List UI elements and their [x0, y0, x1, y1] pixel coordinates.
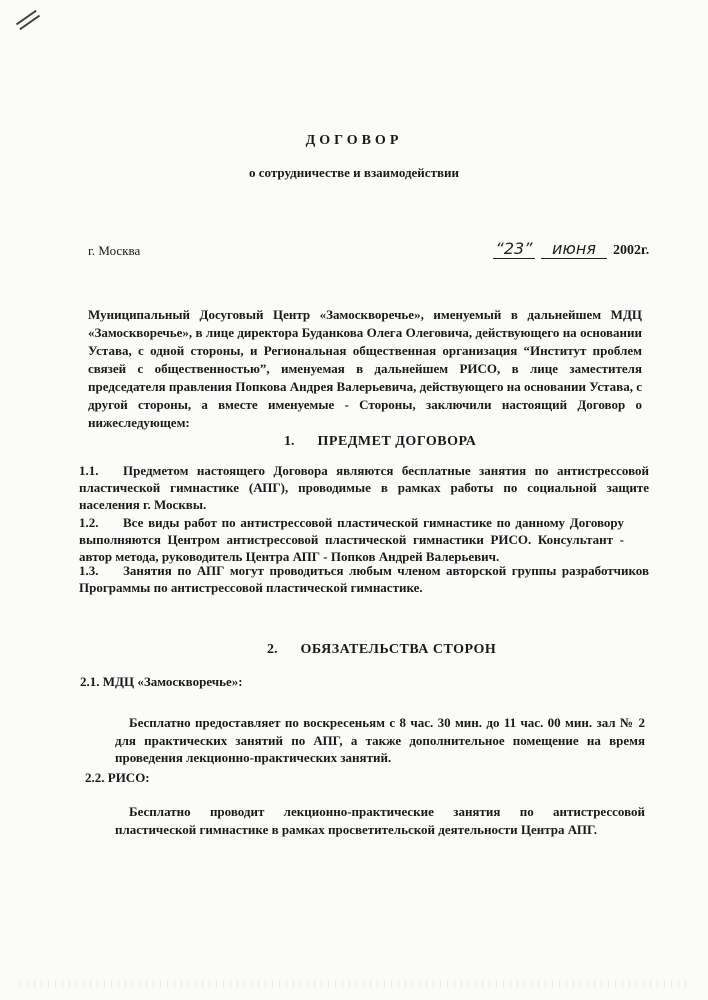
- date-day-value: 23: [503, 239, 525, 258]
- subsection-2-2-heading: 2.2. РИСО:: [85, 770, 150, 785]
- document-title: ДОГОВОР: [305, 133, 403, 148]
- date-open-quote: “: [495, 239, 504, 258]
- clause-text: Занятия по АПГ могут проводиться любым членом авторской группы разработчиков Программы по антистрессовой пластической гимнастике.: [79, 563, 649, 595]
- clause-text: Все виды работ по антистрессовой пластической гимнастике по данному Договору выполняются Центром антистрессовой пластической гимнастики РИСО. Консультант - автор метода, руководитель Центра АПГ - Попков Андрей Валерьевич.: [79, 515, 624, 564]
- section-1-heading: [284, 434, 476, 450]
- section-1-title: ПРЕДМЕТ ДОГОВОРА: [317, 434, 477, 449]
- date-month: июня: [541, 240, 607, 259]
- document-subtitle: о сотрудничестве и взаимодействии: [249, 165, 459, 180]
- clause-number: 1.1.: [79, 463, 99, 478]
- subsection-2-1-heading: 2.1. МДЦ «Замоскворечье»:: [80, 674, 243, 689]
- subsection-2-1-text: Бесплатно предоставляет по воскресеньям с 8 час. 30 мин. до 11 час. 00 мин. зал № 2 для практических занятий по АПГ, а также дополнительное помещение на время проведения лекционно-практических занятий.: [115, 715, 645, 765]
- clause-1-2: [79, 514, 624, 565]
- intro-paragraph: Муниципальный Досуговый Центр «Замоскворечье», именуемый в дальнейшем МДЦ «Замоскворечье», в лице директора Буданкова Олега Олеговича, действующего на основании Устава, с одной стороны, и Региональная общественная организация “Институт проблем связей с общественностью”, именуемая в дальнейшем РИСО, в лице заместителя председателя правления Попкова Андрея Валерьевича, действующего на основании Устава, с другой стороны, а вместе именуемые - Стороны, заключили настоящий Договор о нижеследующем:: [88, 307, 642, 430]
- section-1-number: 1.: [284, 434, 295, 449]
- clause-number: 1.3.: [79, 563, 99, 578]
- clause-1-1: [79, 462, 649, 513]
- date-year: 2002г.: [613, 243, 650, 258]
- clause-number: 1.2.: [79, 515, 99, 530]
- city: г. Москва: [88, 243, 141, 258]
- scan-noise-strip: [20, 980, 690, 988]
- clause-text: Предметом настоящего Договора являются бесплатные занятия по антистрессовой пластической гимнастике (АПГ), проводимые в рамках работы по социальной защите населения г. Москвы.: [79, 463, 649, 512]
- section-2-title: ОБЯЗАТЕЛЬСТВА СТОРОН: [300, 642, 497, 657]
- section-2-heading: [267, 642, 496, 658]
- subsection-2-2-text: Бесплатно проводит лекционно-практические занятия по антистрессовой пластической гимнастике в рамках просветительской деятельности Центра АПГ.: [115, 804, 645, 837]
- date-day: [493, 240, 535, 259]
- date-close-quote: ”: [524, 239, 533, 258]
- section-2-number: 2.: [267, 642, 278, 657]
- document-date: [493, 240, 649, 259]
- clause-1-3: [79, 562, 649, 596]
- staple-mark-icon: [9, 1, 48, 40]
